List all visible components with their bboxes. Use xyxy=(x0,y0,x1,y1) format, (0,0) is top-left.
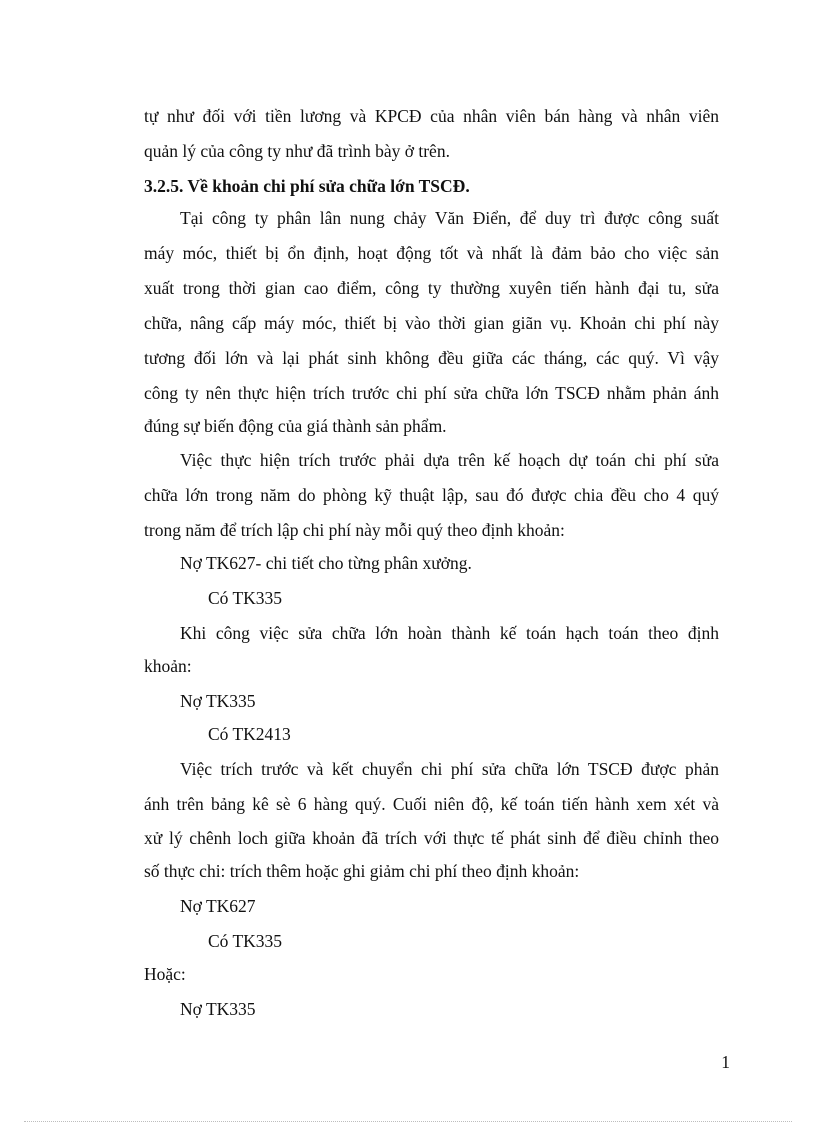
paragraph-intro-line-1: tự như đối với tiền lương và KPCĐ của nhân viên bán hàng và nhân viên xyxy=(144,106,719,126)
paragraph-2-line-2: chữa lớn trong năm do phòng kỹ thuật lập, sau đó được chia đều cho 4 quý xyxy=(144,485,719,505)
paragraph-1-line-5: tương đối lớn và lại phát sinh không đều giữa các tháng, các quý. Vì vậy xyxy=(144,348,719,368)
paragraph-4-line-2: ánh trên bảng kê sè 6 hàng quý. Cuối niên độ, kế toán tiến hành xem xét và xyxy=(144,794,719,814)
entry-3-credit: Có TK335 xyxy=(208,931,283,951)
paragraph-4-line-4: số thực chi: trích thêm hoặc ghi giảm chi phí theo định khoản: xyxy=(144,861,580,881)
paragraph-1-line-4: chữa, nâng cấp máy móc, thiết bị vào thời gian giãn vụ. Khoản chi phí này xyxy=(144,313,719,333)
footer-divider xyxy=(24,1121,792,1122)
entry-2-debit: Nợ TK335 xyxy=(180,691,256,711)
paragraph-2-line-3: trong năm để trích lập chi phí này mỗi quý theo định khoản: xyxy=(144,520,565,540)
entry-4-debit: Nợ TK335 xyxy=(180,999,256,1019)
page-number: 1 xyxy=(721,1052,730,1072)
section-heading: 3.2.5. Về khoản chi phí sửa chữa lớn TSCĐ. xyxy=(144,176,470,196)
paragraph-4-line-1: Việc trích trước và kết chuyển chi phí sửa chữa lớn TSCĐ được phản xyxy=(180,759,719,779)
paragraph-2-line-1: Việc thực hiện trích trước phải dựa trên kế hoạch dự toán chi phí sửa xyxy=(180,450,719,470)
paragraph-4-line-3: xử lý chênh loch giữa khoản đã trích với thực tế phát sinh để điều chỉnh theo xyxy=(144,828,719,848)
paragraph-1-line-1: Tại công ty phân lân nung chảy Văn Điển, để duy trì được công suất xyxy=(180,208,719,228)
entry-2-credit: Có TK2413 xyxy=(208,724,291,744)
paragraph-1-line-7: đúng sự biến động của giá thành sản phẩm. xyxy=(144,416,447,436)
paragraph-1-line-3: xuất trong thời gian cao điểm, công ty thường xuyên tiến hành đại tu, sửa xyxy=(144,278,719,298)
entry-1-debit: Nợ TK627- chi tiết cho từng phân xưởng. xyxy=(180,553,472,573)
paragraph-3-line-1: Khi công việc sửa chữa lớn hoàn thành kế toán hạch toán theo định xyxy=(180,623,719,643)
paragraph-intro-line-2: quản lý của công ty như đã trình bày ở trên. xyxy=(144,141,450,161)
paragraph-1-line-6: công ty nên thực hiện trích trước chi phí sửa chữa lớn TSCĐ nhằm phản ánh xyxy=(144,383,719,403)
paragraph-3-line-2: khoản: xyxy=(144,656,192,676)
entry-1-credit: Có TK335 xyxy=(208,588,283,608)
entry-3-debit: Nợ TK627 xyxy=(180,896,256,916)
or-label: Hoặc: xyxy=(144,964,186,984)
paragraph-1-line-2: máy móc, thiết bị ổn định, hoạt động tốt và nhất là đảm bảo cho việc sản xyxy=(144,243,719,263)
